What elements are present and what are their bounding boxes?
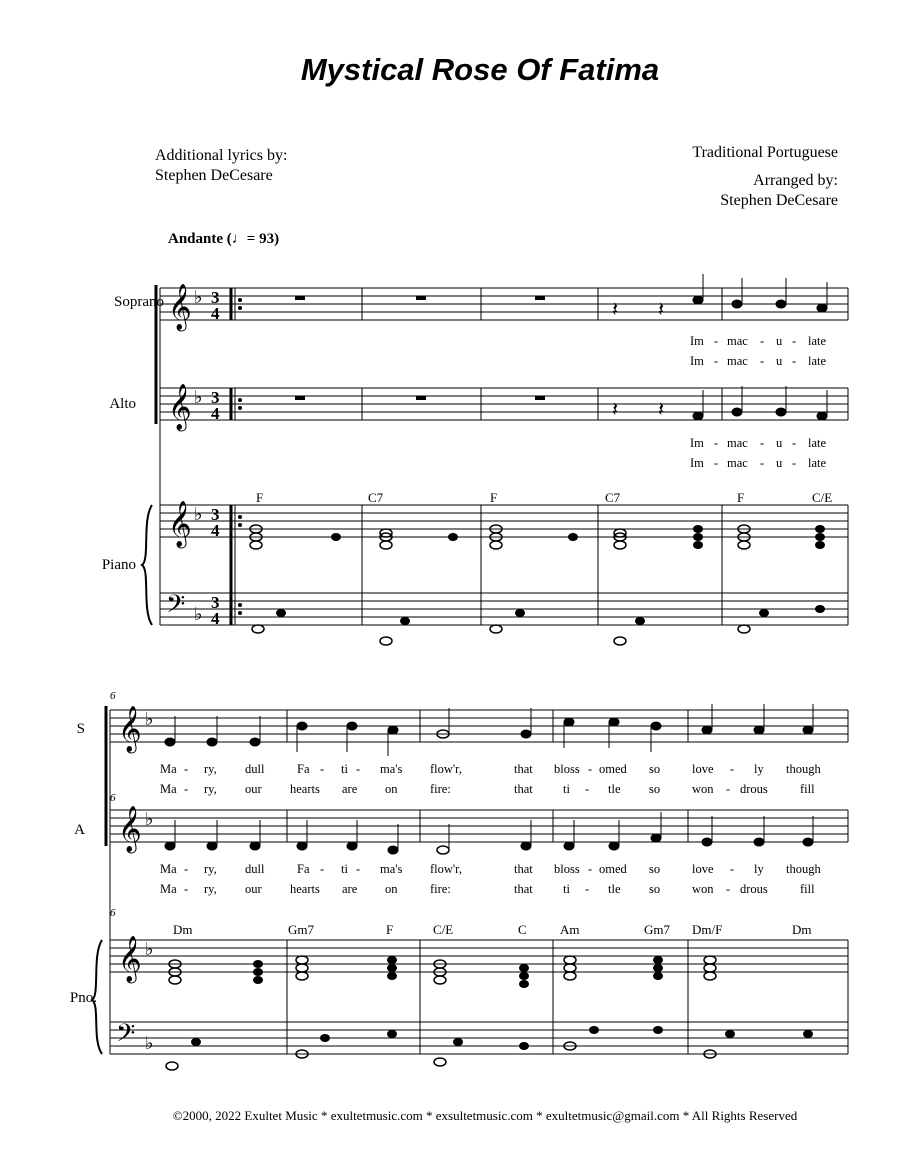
treble-clef-icon: 𝄞 xyxy=(168,384,192,429)
time-signature-top: 3 xyxy=(211,593,220,612)
lyric-syllable: late xyxy=(808,436,827,450)
lyric-syllable: our xyxy=(245,882,262,896)
quarter-rest-icon: 𝄽 xyxy=(658,299,665,321)
lyric-syllable: ma's xyxy=(380,762,403,776)
lyric-syllable: late xyxy=(808,354,827,368)
staff-piano-treble-1 xyxy=(160,505,848,537)
flat-icon: ♭ xyxy=(145,939,154,959)
staff-soprano-2 xyxy=(110,710,848,742)
chord-symbol: Gm7 xyxy=(288,922,314,937)
tempo-marking: Andante (♩= 93) xyxy=(168,231,280,247)
lyric-syllable: ly xyxy=(754,862,764,876)
lyric-hyphen: - xyxy=(760,354,765,368)
flat-icon: ♭ xyxy=(194,287,203,307)
lyric-hyphen: - xyxy=(760,456,765,470)
whole-rest-icon xyxy=(416,396,426,400)
lyric-syllable: that xyxy=(514,862,533,876)
note-head xyxy=(817,412,827,420)
lyric-hyphen: - xyxy=(585,882,590,896)
lyric-syllable: are xyxy=(342,882,358,896)
time-signature-bottom: 4 xyxy=(211,521,220,540)
lyric-syllable: ma's xyxy=(380,862,403,876)
lyric-hyphen: - xyxy=(320,862,325,876)
whole-rest-icon xyxy=(295,396,305,400)
lyricist-name: Stephen DeCesare xyxy=(155,167,273,184)
note-head xyxy=(693,412,703,420)
lyric-syllable: flow'r, xyxy=(430,862,462,876)
lyric-syllable: omed xyxy=(599,762,627,776)
lyric-syllable: love xyxy=(692,862,714,876)
flat-icon: ♭ xyxy=(145,1033,154,1053)
flat-icon: ♭ xyxy=(194,504,203,524)
chord-symbol: C xyxy=(518,922,527,937)
lyric-syllable: are xyxy=(342,782,358,796)
lyric-hyphen: - xyxy=(714,436,719,450)
lyric-syllable: ti xyxy=(341,862,348,876)
note-head xyxy=(776,408,786,416)
note-head xyxy=(817,304,827,312)
quarter-rest-icon: 𝄽 xyxy=(612,299,619,321)
lyric-syllable: bloss xyxy=(554,762,580,776)
lyric-syllable: Ma xyxy=(160,862,177,876)
composer-credit: Traditional Portuguese xyxy=(692,144,838,161)
lyric-hyphen: - xyxy=(184,762,189,776)
chord-symbol: F xyxy=(386,922,394,937)
chord-symbol: F xyxy=(256,490,264,505)
quarter-rest-icon: 𝄽 xyxy=(658,399,665,421)
staff-soprano-1 xyxy=(160,288,848,320)
lyric-syllable: ly xyxy=(754,762,764,776)
treble-clef-icon: 𝄞 xyxy=(118,706,142,751)
lyric-syllable: fire: xyxy=(430,882,451,896)
lyric-syllable: hearts xyxy=(290,782,320,796)
lyric-syllable: dull xyxy=(245,762,265,776)
chord-symbol: C/E xyxy=(812,490,833,505)
lyric-syllable: won xyxy=(692,782,714,796)
lyric-syllable: flow'r, xyxy=(430,762,462,776)
lyric-syllable: fill xyxy=(800,782,815,796)
lyric-syllable: Im xyxy=(690,456,704,470)
lyric-syllable: drous xyxy=(740,882,768,896)
instrument-label-pno: Pno. xyxy=(69,990,97,1006)
lyric-hyphen: - xyxy=(356,862,361,876)
chord-symbol: C7 xyxy=(605,490,621,505)
whole-rest-icon xyxy=(535,396,545,400)
lyric-syllable: though xyxy=(786,762,821,776)
chord-symbol: Dm xyxy=(173,922,193,937)
staff-alto-1 xyxy=(160,388,848,420)
chord-symbol: F xyxy=(490,490,498,505)
lyric-hyphen: - xyxy=(184,862,189,876)
lyric-hyphen: - xyxy=(792,436,797,450)
chord-symbol: F xyxy=(737,490,745,505)
quarter-note-icon: ♩ xyxy=(231,231,247,247)
lyric-hyphen: - xyxy=(730,762,735,776)
instrument-label-soprano: Soprano xyxy=(114,294,164,310)
lyric-syllable: u xyxy=(776,436,783,450)
lyric-hyphen: - xyxy=(730,862,735,876)
lyric-syllable: that xyxy=(514,882,533,896)
lyric-syllable: love xyxy=(692,762,714,776)
lyric-syllable: mac xyxy=(727,334,748,348)
lyric-hyphen: - xyxy=(792,354,797,368)
lyric-hyphen: - xyxy=(760,334,765,348)
lyric-hyphen: - xyxy=(726,782,731,796)
lyric-syllable: though xyxy=(786,862,821,876)
lyric-syllable: on xyxy=(385,882,398,896)
chord-symbol: C/E xyxy=(433,922,454,937)
lyric-syllable: Ma xyxy=(160,882,177,896)
lyric-hyphen: - xyxy=(726,882,731,896)
staff-piano-treble-2 xyxy=(110,940,848,972)
lyric-syllable: fill xyxy=(800,882,815,896)
time-signature-bottom: 4 xyxy=(211,304,220,323)
flat-icon: ♭ xyxy=(194,387,203,407)
flat-icon: ♭ xyxy=(145,809,154,829)
lyric-syllable: Fa xyxy=(297,762,310,776)
lyric-hyphen: - xyxy=(792,456,797,470)
chord-symbol: Gm7 xyxy=(644,922,670,937)
lyric-syllable: u xyxy=(776,456,783,470)
lyric-hyphen: - xyxy=(760,436,765,450)
lyric-syllable: ti xyxy=(563,782,570,796)
lyric-hyphen: - xyxy=(184,782,189,796)
note-head xyxy=(776,300,786,308)
lyric-hyphen: - xyxy=(714,456,719,470)
staff-piano-bass-1 xyxy=(160,593,848,625)
lyric-syllable: fire: xyxy=(430,782,451,796)
lyric-syllable: u xyxy=(776,354,783,368)
lyric-syllable: our xyxy=(245,782,262,796)
lyric-hyphen: - xyxy=(588,762,593,776)
quarter-rest-icon: 𝄽 xyxy=(612,399,619,421)
tempo-value: = 93 xyxy=(246,231,275,247)
copyright-footer: ©2000, 2022 Exultet Music * exultetmusic.com * exsultetmusic.com * exultetmusic@gmail.com * All Rights Reserved xyxy=(172,1108,798,1123)
flat-icon: ♭ xyxy=(194,604,203,624)
lyric-syllable: so xyxy=(649,762,661,776)
lyric-syllable: Fa xyxy=(297,862,310,876)
note-head xyxy=(732,408,742,416)
lyric-syllable: late xyxy=(808,456,827,470)
tempo-word: Andante xyxy=(168,231,224,247)
time-signature-bottom: 4 xyxy=(211,609,220,628)
lyric-syllable: ry, xyxy=(204,782,217,796)
arranger-name: Stephen DeCesare xyxy=(720,192,838,209)
lyric-syllable: so xyxy=(649,862,661,876)
lyric-syllable: ry, xyxy=(204,762,217,776)
lyric-syllable: won xyxy=(692,882,714,896)
lyric-hyphen: - xyxy=(714,354,719,368)
chord-symbol: Dm/F xyxy=(692,922,723,937)
flat-icon: ♭ xyxy=(145,709,154,729)
staff-alto-2 xyxy=(110,810,848,842)
lyric-syllable: late xyxy=(808,334,827,348)
lyric-syllable: bloss xyxy=(554,862,580,876)
lyric-hyphen: - xyxy=(585,782,590,796)
lyric-syllable: mac xyxy=(727,354,748,368)
note-head xyxy=(693,296,703,304)
note-head xyxy=(732,300,742,308)
lyric-syllable: on xyxy=(385,782,398,796)
time-signature-top: 3 xyxy=(211,505,220,524)
lyric-syllable: mac xyxy=(727,456,748,470)
treble-clef-icon: 𝄞 xyxy=(118,806,142,851)
lyric-syllable: ry, xyxy=(204,862,217,876)
treble-clef-icon: 𝄞 xyxy=(118,936,142,981)
lyric-syllable: tle xyxy=(608,782,621,796)
lyric-syllable: that xyxy=(514,762,533,776)
lyric-syllable: that xyxy=(514,782,533,796)
bass-clef-icon: 𝄢 xyxy=(166,591,186,624)
lyric-syllable: mac xyxy=(727,436,748,450)
lyricist-label: Additional lyrics by: xyxy=(155,147,288,164)
lyric-hyphen: - xyxy=(792,334,797,348)
measure-number: 6 xyxy=(110,907,116,919)
lyric-syllable: dull xyxy=(245,862,265,876)
time-signature-top: 3 xyxy=(211,288,220,307)
lyric-syllable: ti xyxy=(341,762,348,776)
staff-piano-bass-2 xyxy=(110,1022,848,1054)
bass-clef-icon: 𝄢 xyxy=(116,1020,136,1053)
lyric-hyphen: - xyxy=(320,762,325,776)
lyric-syllable: ti xyxy=(563,882,570,896)
lyric-hyphen: - xyxy=(714,334,719,348)
lyric-syllable: drous xyxy=(740,782,768,796)
measure-number: 6 xyxy=(110,690,116,702)
lyric-hyphen: - xyxy=(356,762,361,776)
chord-symbol: Dm xyxy=(792,922,812,937)
lyric-syllable: Ma xyxy=(160,762,177,776)
instrument-label-a: A xyxy=(74,822,85,838)
lyric-hyphen: - xyxy=(588,862,593,876)
instrument-label-s: S xyxy=(76,721,85,737)
chord-symbol: Am xyxy=(560,922,580,937)
lyric-syllable: u xyxy=(776,334,783,348)
lyric-syllable: so xyxy=(649,882,661,896)
treble-clef-icon: 𝄞 xyxy=(168,501,192,546)
whole-rest-icon xyxy=(295,296,305,300)
page-title: Mystical Rose Of Fatima xyxy=(300,52,660,87)
lyric-syllable: Im xyxy=(690,436,704,450)
lyric-syllable: so xyxy=(649,782,661,796)
time-signature-bottom: 4 xyxy=(211,404,220,423)
lyric-syllable: Im xyxy=(690,354,704,368)
lyric-syllable: Ma xyxy=(160,782,177,796)
time-signature-top: 3 xyxy=(211,388,220,407)
lyric-syllable: omed xyxy=(599,862,627,876)
lyric-syllable: ry, xyxy=(204,882,217,896)
instrument-label-alto: Alto xyxy=(109,396,136,412)
lyric-syllable: Im xyxy=(690,334,704,348)
lyric-syllable: hearts xyxy=(290,882,320,896)
lyric-syllable: tle xyxy=(608,882,621,896)
chord-symbol: C7 xyxy=(368,490,384,505)
instrument-label-piano: Piano xyxy=(101,557,136,573)
measure-number: 6 xyxy=(110,792,116,804)
lyric-hyphen: - xyxy=(184,882,189,896)
arranger-label: Arranged by: xyxy=(753,172,838,189)
whole-rest-icon xyxy=(416,296,426,300)
whole-rest-icon xyxy=(535,296,545,300)
treble-clef-icon: 𝄞 xyxy=(168,284,192,329)
